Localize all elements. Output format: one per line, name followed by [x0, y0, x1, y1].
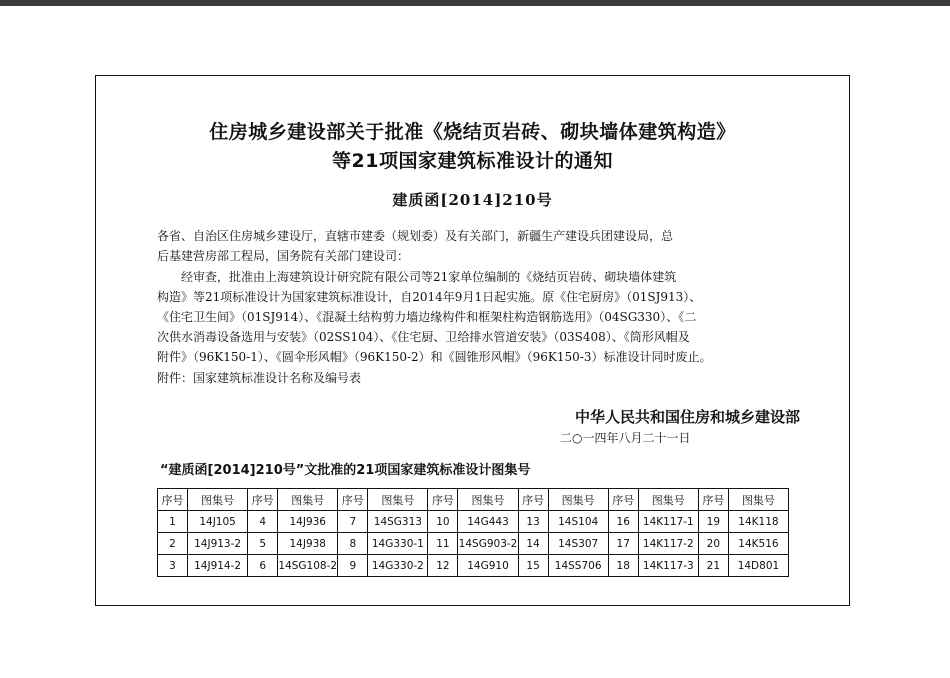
notice-title-line-2: 等21项国家建筑标准设计的通知: [332, 150, 613, 172]
serial-number-cell: 14: [518, 533, 548, 555]
serial-number-cell: 4: [248, 511, 278, 533]
atlas-code-cell: 14G443: [458, 511, 518, 533]
serial-number-cell: 19: [698, 511, 728, 533]
serial-number-cell: 8: [338, 533, 368, 555]
serial-number-cell: 16: [608, 511, 638, 533]
header-no-cell: 序号: [698, 489, 728, 511]
top-border-bar: [0, 0, 950, 6]
notice-title-line-1: 住房城乡建设部关于批准《烧结页岩砖、砌块墙体建筑构造》: [209, 121, 736, 143]
atlas-code-cell: 14K117-3: [638, 555, 698, 577]
atlas-code-cell: 14D801: [728, 555, 788, 577]
atlas-code-cell: 14J938: [278, 533, 338, 555]
atlas-code-cell: 14G330-2: [368, 555, 428, 577]
document-number: 建质函[2014]210号: [392, 191, 553, 209]
header-no-cell: 序号: [428, 489, 458, 511]
header-no-cell: 序号: [608, 489, 638, 511]
atlas-code-cell: 14J914-2: [188, 555, 248, 577]
atlas-code-cell: 14SS706: [548, 555, 608, 577]
header-code-cell: 图集号: [458, 489, 518, 511]
serial-number-cell: 17: [608, 533, 638, 555]
attachment-line: 附件：国家建筑标准设计名称及编号表: [157, 371, 362, 385]
signature-date: 二○一四年八月二十一日: [560, 431, 691, 445]
atlas-code-cell: 14G910: [458, 555, 518, 577]
header-code-cell: 图集号: [728, 489, 788, 511]
paragraph-line: 《住宅卫生间》（01SJ914）、《混凝土结构剪力墙边缘构件和框架柱构造钢筋选用》（04SG330）、《二: [157, 310, 697, 324]
paragraph-line: 经审查，批准由上海建筑设计研究院有限公司等21家单位编制的《烧结页岩砖、砌块墙体建筑: [157, 270, 677, 284]
header-code-cell: 图集号: [188, 489, 248, 511]
catalog-table: [157, 488, 789, 577]
paragraph-line: 构造》等21项标准设计为国家建筑标准设计，自2014年9月1日起实施。原《住宅厨房》（01SJ913）、: [157, 290, 702, 304]
atlas-code-cell: 14K516: [728, 533, 788, 555]
catalog-table-title: “建质函[2014]210号”文批准的21项国家建筑标准设计图集号: [160, 463, 531, 478]
table-row: [158, 555, 789, 577]
atlas-code-cell: 14S307: [548, 533, 608, 555]
signature-organization: 中华人民共和国住房和城乡建设部: [574, 408, 800, 426]
paragraph-line: 次供水消毒设备选用与安装》（02SS104）、《住宅厨、卫给排水管道安装》（03S408）、《筒形风帽及: [157, 330, 690, 344]
atlas-code-cell: 14J936: [278, 511, 338, 533]
paragraph-line: 附件》（96K150-1）、《圆伞形风帽》（96K150-2）和《圆锥形风帽》（96K150-3）标准设计同时废止。: [157, 350, 712, 364]
atlas-code-cell: 14K118: [728, 511, 788, 533]
atlas-code-cell: 14G330-1: [368, 533, 428, 555]
serial-number-cell: 21: [698, 555, 728, 577]
atlas-code-cell: 14K117-1: [638, 511, 698, 533]
serial-number-cell: 6: [248, 555, 278, 577]
catalog-header-row: [158, 489, 789, 511]
serial-number-cell: 3: [158, 555, 188, 577]
atlas-code-cell: 14J913-2: [188, 533, 248, 555]
header-code-cell: 图集号: [638, 489, 698, 511]
header-code-cell: 图集号: [278, 489, 338, 511]
header-no-cell: 序号: [338, 489, 368, 511]
serial-number-cell: 5: [248, 533, 278, 555]
serial-number-cell: 10: [428, 511, 458, 533]
paragraph-line: 后基建营房部工程局，国务院有关部门建设司：: [157, 249, 410, 263]
serial-number-cell: 11: [428, 533, 458, 555]
table-row: [158, 533, 789, 555]
header-no-cell: 序号: [248, 489, 278, 511]
paragraph-line: 各省、自治区住房城乡建设厅，直辖市建委（规划委）及有关部门，新疆生产建设兵团建设局，总: [157, 229, 674, 243]
header-code-cell: 图集号: [548, 489, 608, 511]
atlas-code-cell: 14J105: [188, 511, 248, 533]
serial-number-cell: 9: [338, 555, 368, 577]
atlas-code-cell: 14SG903-2: [458, 533, 518, 555]
header-no-cell: 序号: [158, 489, 188, 511]
atlas-code-cell: 14SG108-2: [278, 555, 338, 577]
atlas-code-cell: 14SG313: [368, 511, 428, 533]
header-no-cell: 序号: [518, 489, 548, 511]
serial-number-cell: 12: [428, 555, 458, 577]
serial-number-cell: 2: [158, 533, 188, 555]
table-row: [158, 511, 789, 533]
serial-number-cell: 18: [608, 555, 638, 577]
serial-number-cell: 20: [698, 533, 728, 555]
atlas-code-cell: 14S104: [548, 511, 608, 533]
serial-number-cell: 15: [518, 555, 548, 577]
serial-number-cell: 1: [158, 511, 188, 533]
serial-number-cell: 7: [338, 511, 368, 533]
serial-number-cell: 13: [518, 511, 548, 533]
header-code-cell: 图集号: [368, 489, 428, 511]
atlas-code-cell: 14K117-2: [638, 533, 698, 555]
